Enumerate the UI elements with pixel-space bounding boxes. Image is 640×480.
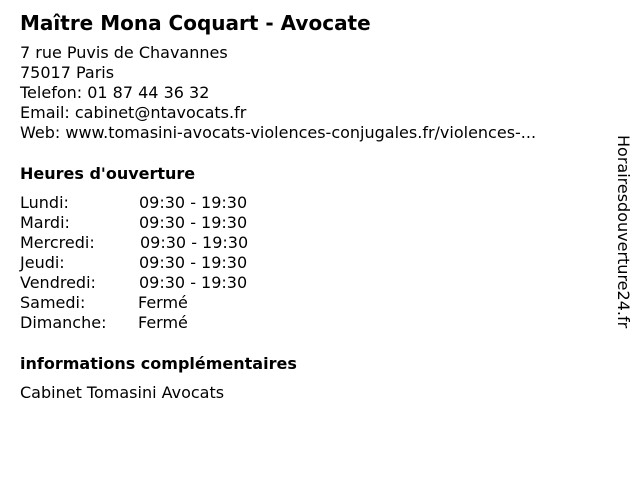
address-block [20, 43, 536, 143]
hours-value: Fermé [138, 313, 188, 332]
day-label: Samedi: [20, 293, 86, 312]
hours-value: 09:30 - 19:30 [139, 273, 248, 292]
day-label: Mardi: [20, 213, 70, 232]
day-label: Lundi: [20, 193, 69, 212]
phone-line: Telefon: 01 87 44 36 32 [20, 83, 210, 102]
hours-value: 09:30 - 19:30 [139, 253, 248, 272]
website-line: Web: www.tomasini-avocats-violences-conjugales.fr/violences-... [20, 123, 537, 142]
additional-info-heading: informations complémentaires [20, 354, 297, 373]
street-address: 7 rue Puvis de Chavannes [20, 43, 228, 62]
email-line: Email: cabinet@ntavocats.fr [20, 103, 247, 122]
hours-value: Fermé [138, 293, 188, 312]
additional-info-text: Cabinet Tomasini Avocats [20, 383, 225, 402]
day-label: Dimanche: [20, 313, 107, 332]
hours-value: 09:30 - 19:30 [139, 193, 248, 212]
day-label: Mercredi: [20, 233, 95, 252]
city: 75017 Paris [20, 63, 115, 82]
day-label: Vendredi: [20, 273, 96, 292]
hours-value: 09:30 - 19:30 [140, 233, 249, 252]
site-watermark: Horairesdouverture24.fr [614, 135, 633, 329]
day-label: Jeudi: [20, 253, 65, 272]
page-title: Maître Mona Coquart - Avocate [20, 11, 371, 35]
opening-hours-heading: Heures d'ouverture [20, 164, 196, 183]
hours-value: 09:30 - 19:30 [139, 213, 248, 232]
